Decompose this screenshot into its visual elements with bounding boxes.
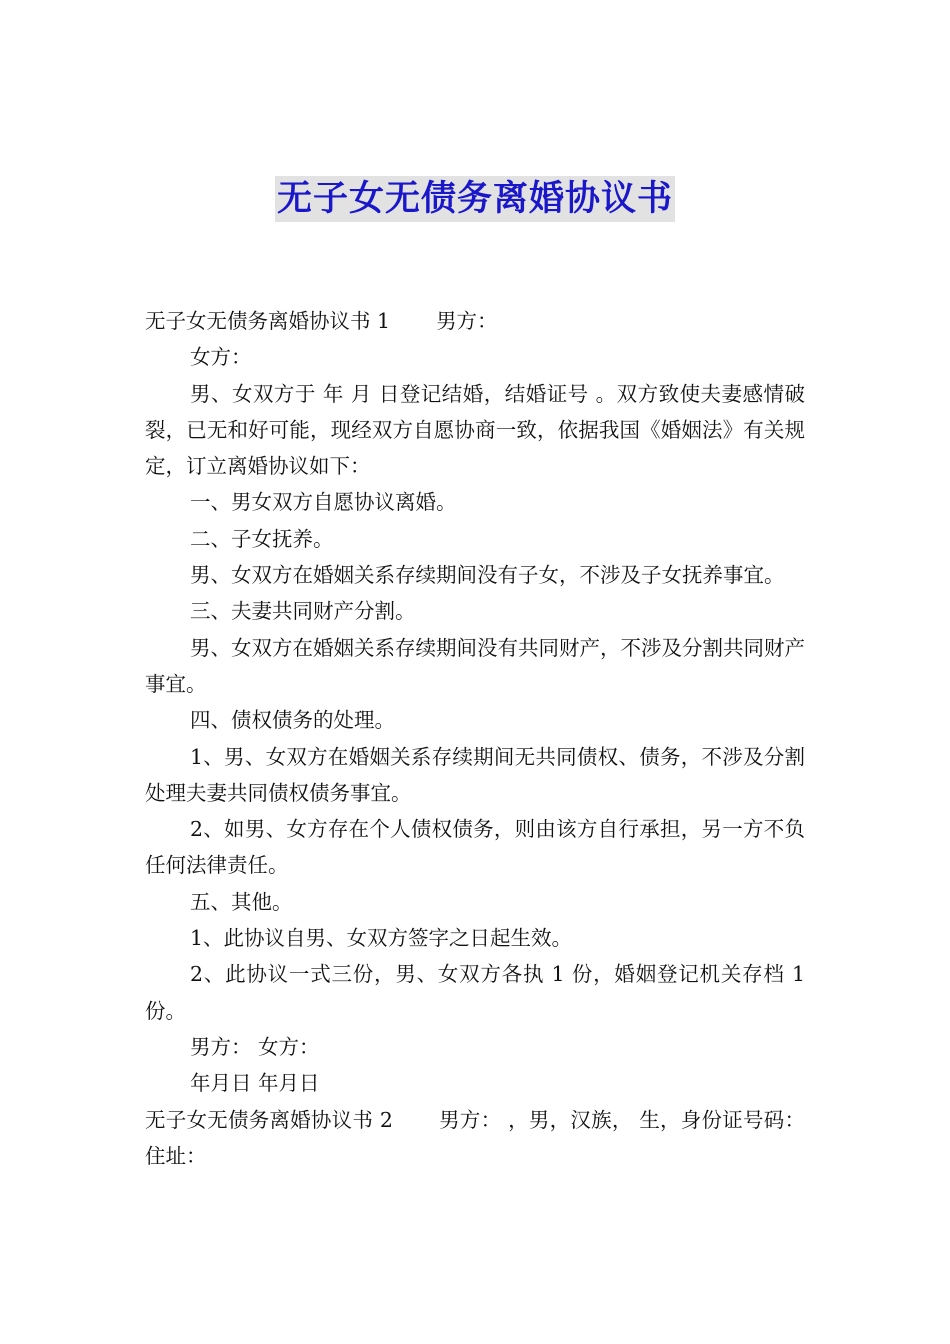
date-line: 年月日 年月日 xyxy=(190,1071,320,1096)
female-label: 女方： xyxy=(190,345,252,370)
item-4-heading: 四、债权债务的处理。 xyxy=(190,708,395,733)
male-label: 男方： xyxy=(436,309,498,333)
item-5-2: 2、此协议一式三份，男、女双方各执 1 份，婚姻登记机关存档 1 份。 xyxy=(145,962,805,1023)
item-4-1: 1、男、女双方在婚姻关系存续期间无共同债权、债务，不涉及分割处理夫妻共同债权债务事宜。 xyxy=(145,744,805,805)
item-5-heading: 五、其他。 xyxy=(190,889,293,914)
intro-paragraph: 男、女双方于 年 月 日登记结婚，结婚证号 。双方致使夫妻感情破裂，已无和好可能，现经双方自愿协商一致，依据我国《婚姻法》有关规定，订立离婚协议如下： xyxy=(145,381,805,479)
item-3-text: 男、女双方在婚姻关系存续期间没有共同财产，不涉及分割共同财产事宜。 xyxy=(145,635,805,696)
item-5-1: 1、此协议自男、女双方签字之日起生效。 xyxy=(190,926,573,951)
item-2-text: 男、女双方在婚姻关系存续期间没有子女，不涉及子女抚养事宜。 xyxy=(190,563,785,588)
title-wrap xyxy=(0,176,950,222)
section2-heading-line xyxy=(145,1102,805,1175)
section2-male-info: 男方： ，男，汉族， 生，身份证号码：住址： xyxy=(145,1107,805,1168)
signature-line: 男方： 女方： xyxy=(190,1034,320,1059)
section2-heading: 无子女无债务离婚协议书 2 xyxy=(145,1107,393,1132)
item-2-heading: 二、子女抚养。 xyxy=(190,526,334,551)
item-3-heading: 三、夫妻共同财产分割。 xyxy=(190,599,416,624)
section1-heading: 无子女无债务离婚协议书 1 xyxy=(145,309,391,333)
item-1: 一、男女双方自愿协议离婚。 xyxy=(190,490,457,515)
document-body xyxy=(145,303,805,1174)
document-title: 无子女无债务离婚协议书 xyxy=(275,176,675,222)
section1-heading-line xyxy=(145,303,805,339)
item-4-2: 2、如男、女方存在个人债权债务，则由该方自行承担，另一方不负任何法律责任。 xyxy=(145,817,805,878)
